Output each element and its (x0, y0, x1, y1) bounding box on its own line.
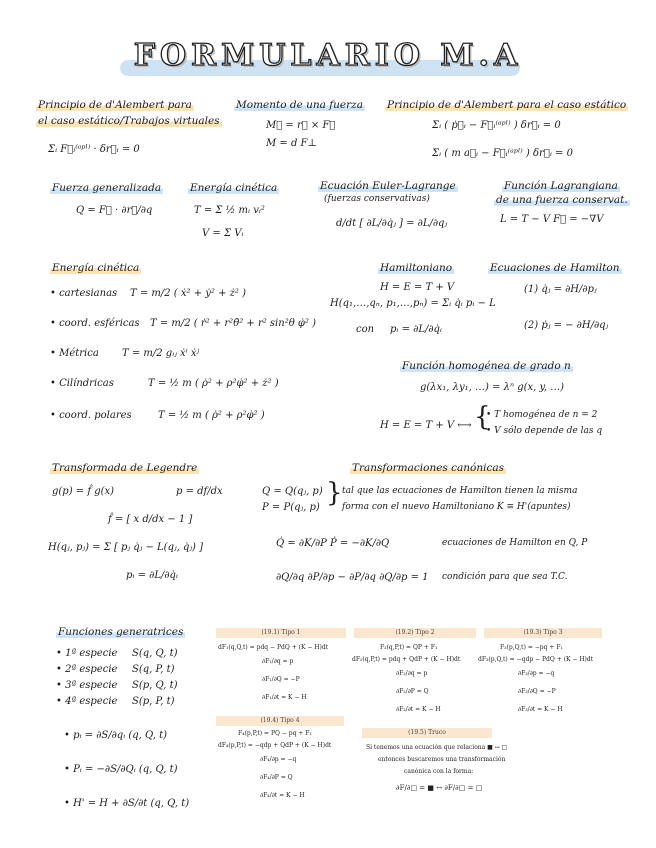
legendre-eq3: f̂ = [ x d/dx − 1 ] (108, 514, 193, 525)
func-generatrices-eq3: • H' = H + ∂S/∂t (q, Q, t) (64, 798, 190, 809)
energia-cin2-item-label: • cartesianas (50, 288, 118, 299)
dalembert-equation: Σᵢ F⃗ᵢ⁽ᵃᵖˡ⁾ · δr⃗ᵢ = 0 (48, 144, 140, 155)
euler-lagrange-eq: d/dt [ ∂L/∂q̇ⱼ ] = ∂L/∂qⱼ (336, 218, 448, 229)
ec-hamilton-eq1: (1) q̇ⱼ = ∂H/∂pⱼ (524, 284, 597, 295)
transf-canonicas-text2: forma con el nuevo Hamiltoniano K ≡ H'(apuntes) (342, 502, 571, 512)
box-tipo4-line: ∂F₄/∂t = K − H (260, 792, 305, 799)
box-truco-line: Si tenemos una ecuación que relaciona ■ ↔ □ (366, 744, 508, 751)
ec-hamilton-eq2: (2) ṗⱼ = − ∂H/∂qⱼ (524, 320, 609, 331)
box-tipo3-title: (19.3) Tipo 3 (484, 628, 602, 638)
hamiltoniano-eq1: H = E = T + V (380, 282, 455, 293)
box-tipo4-line: dF₄(p,P,t) = −qdp + QdP + (K − H)dt (218, 742, 332, 749)
transf-canonicas-text1: tal que las ecuaciones de Hamilton tienen la misma (342, 486, 578, 496)
transf-canonicas-eq1: Q = Q(qⱼ, p) (262, 486, 323, 497)
func-lagrangiana-eq: L = T − V F⃗ = −∇V (500, 214, 604, 225)
hamiltoniano-heading: Hamiltoniano (380, 262, 453, 274)
hamiltoniano-eq2: H(q₁,…,qₙ, p₁,…,pₙ) = Σᵢ q̇ᵢ pᵢ − L (330, 298, 496, 309)
func-generatrices-item-eq: S(q, Q, t) (132, 648, 178, 659)
transf-canonicas-heading: Transformaciones canónicas (352, 462, 505, 474)
box-tipo2-line: F₂(q,P,t) = QP + F₁ (380, 644, 438, 651)
box-tipo1-line: ∂F₁/∂Q = −P (262, 676, 300, 683)
box-tipo1-line: dF₁(q,Q,t) = pdq − PdQ + (K − H)dt (218, 644, 329, 651)
func-generatrices-item-label: • 2ª especie (56, 664, 118, 675)
box-tipo2-line: ∂F₂/∂P = Q (396, 688, 429, 695)
box-tipo1-line: ∂F₁/∂t = K − H (262, 694, 307, 701)
transf-canonicas-eq4: ∂Q/∂q ∂P/∂p − ∂P/∂q ∂Q/∂p = 1 (276, 572, 429, 583)
box-tipo4-line: F₄(p,P,t) = PQ − pq + F₁ (238, 730, 312, 737)
hamiltoniano-eq3: pᵢ = ∂L/∂q̇ᵢ (390, 324, 442, 335)
legendre-eq1: g(p) = f̂ g(x) (52, 486, 115, 497)
func-homogenea-heading: Función homogénea de grado n (402, 360, 571, 372)
energia-cin1-eq2: V = Σ Vᵢ (202, 228, 244, 239)
energia-cin1-eq1: T = Σ ½ mᵢ vᵢ² (194, 205, 265, 216)
func-lagrangiana-heading-line2: de una fuerza conservat. (496, 194, 628, 206)
energia-cin2-heading: Energía cinética (52, 262, 140, 274)
box-tipo1-title: (19.1) Tipo 1 (216, 628, 346, 638)
box-tipo2-title: (19.2) Tipo 2 (354, 628, 476, 638)
func-generatrices-item-eq: S(q, P, t) (132, 664, 175, 675)
box-tipo3-line: F₃(p,Q,t) = −pq + F₁ (500, 644, 563, 651)
legendre-heading: Transformada de Legendre (52, 462, 198, 474)
transf-canonicas-eq3: Q̇ = ∂K/∂P Ṗ = −∂K/∂Q (276, 538, 390, 549)
func-homogenea-cond2: • V sólo depende de las q (486, 426, 603, 436)
legendre-eq4: H(qⱼ, pⱼ) = Σ [ pⱼ q̇ⱼ − L(qⱼ, q̇ⱼ) ] (48, 542, 203, 553)
ec-hamilton-heading: Ecuaciones de Hamilton (490, 262, 620, 274)
func-generatrices-item-label: • 4ª especie (56, 696, 118, 707)
func-generatrices-item-label: • 3ª especie (56, 680, 118, 691)
func-generatrices-heading: Funciones generatrices (58, 626, 184, 638)
box-truco-line: canónica con la forma: (404, 768, 474, 775)
energia-cin2-item-label: • coord. esféricas (50, 318, 140, 329)
energia-cin2-item-eq: T = m/2 ( ẋ² + ẏ² + ż² ) (130, 288, 247, 299)
fuerza-gen-eq: Q = F⃗ · ∂r⃗/∂q (76, 205, 153, 216)
box-tipo2-line: ∂F₂/∂q = p (396, 670, 428, 677)
energia-cin2-item-eq: T = m/2 ( ṙ² + r²θ̇² + r² sin²θ φ̇² ) (150, 318, 316, 329)
energia-cin1-heading: Energía cinética (190, 182, 278, 194)
func-generatrices-eq2: • Pᵢ = −∂S/∂Qᵢ (q, Q, t) (64, 764, 178, 775)
dalembert2-heading: Principio de d'Alembert para el caso estático (387, 99, 627, 111)
box-tipo4-line: ∂F₄/∂p = −q (260, 756, 297, 763)
energia-cin2-item-label: • coord. polares (50, 410, 132, 421)
transf-canonicas-eq2: P = P(qⱼ, p) (262, 502, 320, 513)
box-tipo3-line: ∂F₃/∂Q = −P (518, 688, 556, 695)
euler-lagrange-heading-line1: Ecuación Euler-Lagrange (320, 180, 456, 192)
box-tipo4-line: ∂F₄/∂P = Q (260, 774, 293, 781)
brace-icon: { (474, 402, 491, 432)
brace-icon: } (326, 478, 343, 508)
func-generatrices-eq1: • pᵢ = ∂S/∂qᵢ (q, Q, t) (64, 730, 168, 741)
dalembert-heading-line2: el caso estático/Trabajos virtuales (38, 115, 220, 127)
func-homogenea-eq: g(λx₁, λy₁, …) = λⁿ g(x, y, …) (420, 382, 565, 393)
transf-canonicas-text4: condición para que sea T.C. (442, 572, 568, 582)
energia-cin2-item-eq: T = ½ m ( ρ̇² + ρ²φ̇² + ż² ) (148, 378, 279, 389)
box-tipo4-title: (19.4) Tipo 4 (216, 716, 344, 726)
box-tipo2-line: ∂F₂/∂t = K − H (396, 706, 441, 713)
energia-cin2-item-eq: T = m/2 gᵢⱼ ẋⁱ ẋʲ (122, 348, 200, 359)
box-tipo3-line: ∂F₃/∂p = −q (518, 670, 555, 677)
momento-eq2: M = d F⊥ (266, 138, 317, 149)
box-tipo2-line: dF₂(q,P,t) = pdq + QdP + (K − H)dt (352, 656, 461, 663)
energia-cin2-item-eq: T = ½ m ( ρ̇² + ρ²φ̇² ) (158, 410, 265, 421)
legendre-eq2: p = df/dx (176, 486, 223, 497)
page-title: FORMULARIO M.A (133, 38, 523, 73)
momento-eq1: M⃗ = r⃗ × F⃗ (266, 120, 336, 131)
dalembert2-eq2: Σᵢ ( m a⃗ᵢ − F⃗ᵢ⁽ᵃᵖˡ⁾ ) δr⃗ᵢ = 0 (432, 148, 573, 159)
legendre-eq5: pᵢ = ∂L/∂q̇ᵢ (126, 570, 178, 581)
func-generatrices-item-eq: S(p, P, t) (132, 696, 175, 707)
box-truco-line: ∂F/∂□ = ■ ↔ ∂F/∂□ = □ (396, 784, 483, 792)
energia-cin2-item-label: • Métrica (50, 348, 99, 359)
box-tipo3-line: ∂F₃/∂t = K − H (518, 706, 563, 713)
box-tipo1-line: ∂F₁/∂q = p (262, 658, 294, 665)
box-truco-title: (19.5) Truco (362, 728, 492, 738)
func-homogenea-eq2: H = E = T + V ⟷ (380, 420, 472, 431)
func-lagrangiana-heading-line1: Función Lagrangiana (504, 180, 618, 192)
dalembert2-eq1: Σᵢ ( ṗ⃗ᵢ − F⃗ᵢ⁽ᵃᵖˡ⁾ ) δr⃗ᵢ = 0 (432, 120, 561, 131)
func-generatrices-item-label: • 1ª especie (56, 648, 118, 659)
euler-lagrange-heading-line2: (fuerzas conservativas) (324, 194, 430, 204)
energia-cin2-item-label: • Cilíndricas (50, 378, 114, 389)
func-homogenea-cond1: • T homogénea de n = 2 (486, 410, 598, 420)
box-tipo3-line: dF₃(p,Q,t) = −qdp − PdQ + (K − H)dt (478, 656, 594, 663)
momento-heading: Momento de una fuerza (236, 99, 363, 111)
box-truco-line: entonces buscaremos una transformación (378, 756, 506, 763)
transf-canonicas-text3: ecuaciones de Hamilton en Q, P (442, 538, 588, 548)
hamiltoniano-con-label: con (356, 324, 375, 335)
fuerza-gen-heading: Fuerza generalizada (52, 182, 162, 194)
func-generatrices-item-eq: S(p, Q, t) (132, 680, 178, 691)
dalembert-heading-line1: Principio de d'Alembert para (38, 99, 192, 111)
